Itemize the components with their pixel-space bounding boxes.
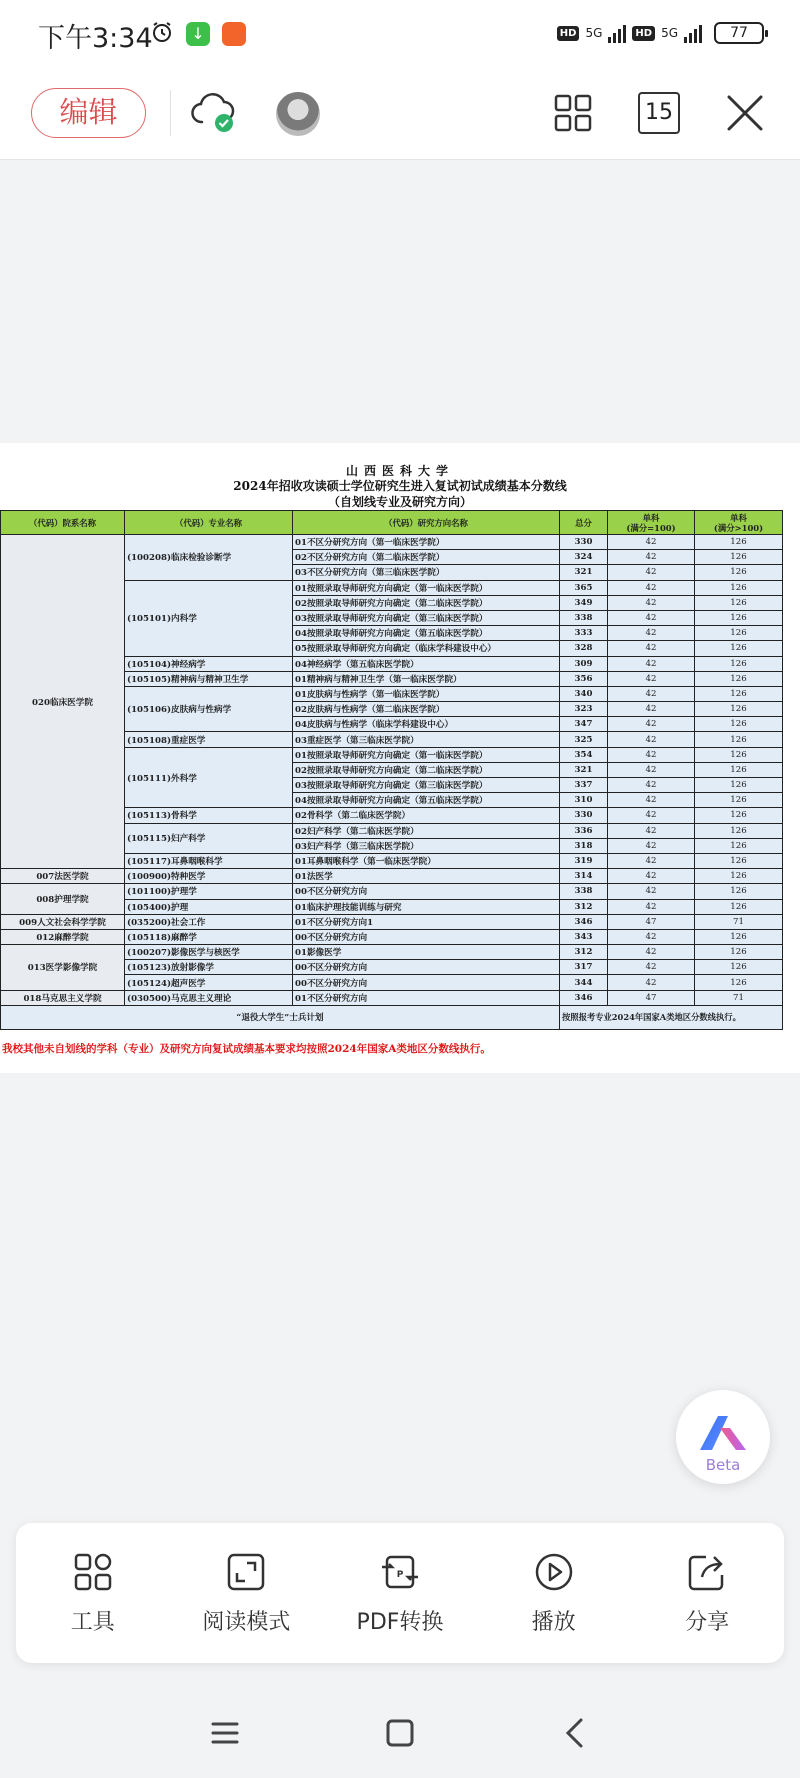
direction-cell: 00不区分研究方向 xyxy=(293,960,560,975)
total-cell: 338 xyxy=(560,884,608,899)
college-cell: 009人文社会科学学院 xyxy=(1,914,125,929)
share-button[interactable] xyxy=(632,1523,782,1663)
reading-mode-label: 阅读模式 xyxy=(202,1610,291,1635)
total-cell: 343 xyxy=(560,929,608,944)
single-cell: 42 xyxy=(608,595,695,610)
total-cell: 323 xyxy=(560,702,608,717)
direction-cell: 01耳鼻咽喉科学（第一临床医学院） xyxy=(293,853,560,868)
network-type: 5G xyxy=(585,26,603,40)
total-cell: 349 xyxy=(560,595,608,610)
single-cell: 126 xyxy=(695,580,783,595)
direction-cell: 01法医学 xyxy=(293,869,560,884)
direction-cell: 02皮肤病与性病学（第二临床医学院） xyxy=(293,702,560,717)
direction-cell: 03妇产科学（第三临床医学院） xyxy=(293,838,560,853)
total-cell: 338 xyxy=(560,610,608,625)
major-cell: (100207)影像医学与核医学 xyxy=(125,945,293,960)
single-cell: 42 xyxy=(608,869,695,884)
status-indicators xyxy=(557,18,764,48)
direction-cell: 01按照录取导师研究方向确定（第一临床医学院） xyxy=(293,580,560,595)
direction-cell: 01不区分研究方向 xyxy=(293,990,560,1005)
single-cell: 42 xyxy=(608,945,695,960)
single-cell: 42 xyxy=(608,778,695,793)
single-cell: 126 xyxy=(695,945,783,960)
total-cell: 312 xyxy=(560,945,608,960)
major-cell: (105123)放射影像学 xyxy=(125,960,293,975)
single-cell: 42 xyxy=(608,823,695,838)
expand-icon xyxy=(225,1551,267,1593)
major-cell: (105111)外科学 xyxy=(125,747,293,808)
header-direction: （代码）研究方向名称 xyxy=(293,511,560,535)
single-cell: 126 xyxy=(695,960,783,975)
direction-cell: 05按照录取导师研究方向确定（临床学科建设中心） xyxy=(293,641,560,656)
major-cell: (105400)护理 xyxy=(125,899,293,914)
header-single-over-100: 单科 (满分>100) xyxy=(695,511,783,535)
header-total: 总分 xyxy=(560,511,608,535)
direction-cell: 02妇产科学（第二临床医学院） xyxy=(293,823,560,838)
bottom-action-bar xyxy=(16,1523,784,1663)
single-cell: 42 xyxy=(608,535,695,550)
total-cell: 325 xyxy=(560,732,608,747)
total-cell: 330 xyxy=(560,535,608,550)
grid-view-icon[interactable] xyxy=(552,92,594,134)
single-cell: 71 xyxy=(695,990,783,1005)
direction-cell: 01影像医学 xyxy=(293,945,560,960)
college-cell: 007法医学院 xyxy=(1,869,125,884)
single-cell: 42 xyxy=(608,793,695,808)
total-cell: 324 xyxy=(560,550,608,565)
single-cell: 47 xyxy=(608,914,695,929)
pdf-convert-icon xyxy=(379,1551,421,1593)
single-cell: 42 xyxy=(608,732,695,747)
tools-button[interactable] xyxy=(18,1523,168,1663)
direction-cell: 04按照录取导师研究方向确定（第五临床医学院） xyxy=(293,626,560,641)
single-cell: 126 xyxy=(695,853,783,868)
direction-cell: 03按照录取导师研究方向确定（第三临床医学院） xyxy=(293,778,560,793)
single-cell: 126 xyxy=(695,686,783,701)
soldier-plan-cell: “退役大学生”士兵计划 xyxy=(1,1005,560,1029)
direction-cell: 02不区分研究方向（第二临床医学院） xyxy=(293,550,560,565)
single-cell: 42 xyxy=(608,853,695,868)
single-cell: 42 xyxy=(608,656,695,671)
direction-cell: 00不区分研究方向 xyxy=(293,975,560,990)
major-cell: (100900)特种医学 xyxy=(125,869,293,884)
total-cell: 310 xyxy=(560,793,608,808)
reading-mode-button[interactable] xyxy=(171,1523,321,1663)
score-table xyxy=(0,510,783,1030)
single-cell: 42 xyxy=(608,702,695,717)
single-cell: 126 xyxy=(695,747,783,762)
app-notification-icon xyxy=(222,22,246,46)
college-cell: 018马克思主义学院 xyxy=(1,990,125,1005)
ai-assistant-button[interactable] xyxy=(676,1390,770,1484)
footnote: 我校其他未自划线的学科（专业）及研究方向复试成绩基本要求均按照2024年国家A类地区分数线执行。 xyxy=(2,1043,491,1055)
total-cell: 321 xyxy=(560,762,608,777)
single-cell: 126 xyxy=(695,975,783,990)
avatar[interactable] xyxy=(276,92,320,136)
table-row xyxy=(1,884,783,899)
college-cell: 008护理学院 xyxy=(1,884,125,914)
total-cell: 340 xyxy=(560,686,608,701)
hd-icon: HD xyxy=(632,26,655,41)
total-cell: 333 xyxy=(560,626,608,641)
single-cell: 126 xyxy=(695,656,783,671)
major-cell: (105118)麻醉学 xyxy=(125,929,293,944)
direction-cell: 03不区分研究方向（第三临床医学院） xyxy=(293,565,560,580)
single-cell: 42 xyxy=(608,899,695,914)
table-header-row xyxy=(1,511,783,535)
major-cell: (035200)社会工作 xyxy=(125,914,293,929)
direction-cell: 01皮肤病与性病学（第一临床医学院） xyxy=(293,686,560,701)
college-cell: 012麻醉学院 xyxy=(1,929,125,944)
single-cell: 126 xyxy=(695,717,783,732)
direction-cell: 00不区分研究方向 xyxy=(293,884,560,899)
total-cell: 314 xyxy=(560,869,608,884)
direction-cell: 02按照录取导师研究方向确定（第二临床医学院） xyxy=(293,595,560,610)
ai-logo-icon xyxy=(696,1412,750,1452)
single-cell: 42 xyxy=(608,626,695,641)
direction-cell: 04皮肤病与性病学（临床学科建设中心） xyxy=(293,717,560,732)
table-row xyxy=(1,535,783,550)
table-row xyxy=(1,929,783,944)
hd-icon: HD xyxy=(557,26,580,41)
direction-cell: 04按照录取导师研究方向确定（第五临床医学院） xyxy=(293,793,560,808)
single-cell: 126 xyxy=(695,610,783,625)
close-icon[interactable] xyxy=(724,92,766,134)
total-cell: 318 xyxy=(560,838,608,853)
alarm-icon xyxy=(150,20,174,44)
total-cell: 356 xyxy=(560,671,608,686)
single-cell: 42 xyxy=(608,747,695,762)
table-row xyxy=(1,914,783,929)
total-cell: 330 xyxy=(560,808,608,823)
total-cell: 346 xyxy=(560,990,608,1005)
single-cell: 47 xyxy=(608,990,695,1005)
doc-title-university: 山西医科大学 xyxy=(345,464,454,478)
top-toolbar xyxy=(0,70,800,160)
share-icon xyxy=(686,1551,728,1593)
single-cell: 42 xyxy=(608,610,695,625)
single-cell: 126 xyxy=(695,762,783,777)
direction-cell: 03重症医学（第三临床医学院） xyxy=(293,732,560,747)
direction-cell: 01不区分研究方向1 xyxy=(293,914,560,929)
direction-cell: 01临床护理技能训练与研究 xyxy=(293,899,560,914)
single-cell: 42 xyxy=(608,960,695,975)
total-cell: 346 xyxy=(560,914,608,929)
single-cell: 126 xyxy=(695,929,783,944)
single-cell: 42 xyxy=(608,808,695,823)
single-cell: 42 xyxy=(608,717,695,732)
single-cell: 42 xyxy=(608,686,695,701)
single-cell: 42 xyxy=(608,641,695,656)
total-cell: 321 xyxy=(560,565,608,580)
direction-cell: 02按照录取导师研究方向确定（第二临床医学院） xyxy=(293,762,560,777)
direction-cell: 01不区分研究方向（第一临床医学院） xyxy=(293,535,560,550)
single-cell: 42 xyxy=(608,929,695,944)
total-cell: 317 xyxy=(560,960,608,975)
header-college: （代码）院系名称 xyxy=(1,511,125,535)
table-row xyxy=(1,945,783,960)
single-cell: 126 xyxy=(695,671,783,686)
pdf-convert-label: PDF转换 xyxy=(356,1610,444,1635)
single-cell: 126 xyxy=(695,702,783,717)
page-count: 15 xyxy=(645,100,673,125)
single-cell: 126 xyxy=(695,626,783,641)
major-cell: (105108)重症医学 xyxy=(125,732,293,747)
single-cell: 126 xyxy=(695,808,783,823)
home-icon[interactable] xyxy=(380,1713,420,1753)
doc-title-sub: （自划线专业及研究方向） xyxy=(327,495,472,509)
page-count-button[interactable] xyxy=(638,92,680,134)
single-cell: 42 xyxy=(608,884,695,899)
total-cell: 347 xyxy=(560,717,608,732)
beta-label: Beta xyxy=(705,1456,741,1474)
single-cell: 126 xyxy=(695,595,783,610)
single-cell: 42 xyxy=(608,580,695,595)
single-cell: 126 xyxy=(695,641,783,656)
single-cell: 126 xyxy=(695,838,783,853)
back-icon[interactable] xyxy=(555,1713,595,1753)
total-cell: 354 xyxy=(560,747,608,762)
header-single-100: 单科 (满分=100) xyxy=(608,511,695,535)
major-cell: (105115)妇产科学 xyxy=(125,823,293,853)
major-cell: (105104)神经病学 xyxy=(125,656,293,671)
network-type: 5G xyxy=(661,26,678,40)
single-cell: 42 xyxy=(608,565,695,580)
status-bar xyxy=(0,0,800,70)
svg-text:P: P xyxy=(396,1570,404,1580)
single-cell: 126 xyxy=(695,550,783,565)
table-row xyxy=(1,990,783,1005)
single-cell: 42 xyxy=(608,550,695,565)
total-cell: 328 xyxy=(560,641,608,656)
direction-cell: 04神经病学（第五临床医学院） xyxy=(293,656,560,671)
single-cell: 126 xyxy=(695,823,783,838)
direction-cell: 03按照录取导师研究方向确定（第三临床医学院） xyxy=(293,610,560,625)
single-cell: 42 xyxy=(608,975,695,990)
single-cell: 42 xyxy=(608,671,695,686)
single-cell: 126 xyxy=(695,778,783,793)
total-cell: 365 xyxy=(560,580,608,595)
single-cell: 126 xyxy=(695,535,783,550)
single-cell: 42 xyxy=(608,762,695,777)
major-cell: (101100)护理学 xyxy=(125,884,293,899)
major-cell: (100208)临床检验诊断学 xyxy=(125,535,293,581)
single-cell: 126 xyxy=(695,565,783,580)
header-major: （代码）专业名称 xyxy=(125,511,293,535)
battery-icon: 77 xyxy=(714,22,764,44)
toolbar-divider xyxy=(170,90,171,136)
major-cell: (105124)超声医学 xyxy=(125,975,293,990)
table-row xyxy=(1,869,783,884)
college-cell: 020临床医学院 xyxy=(1,535,125,869)
single-cell: 126 xyxy=(695,899,783,914)
major-cell: (105113)骨科学 xyxy=(125,808,293,823)
single-cell: 42 xyxy=(608,838,695,853)
single-cell: 71 xyxy=(695,914,783,929)
clock: 下午3:34 xyxy=(38,23,153,54)
edit-button[interactable]: 编辑 xyxy=(31,88,146,138)
total-cell: 336 xyxy=(560,823,608,838)
single-cell: 126 xyxy=(695,869,783,884)
college-cell: 013医学影像学院 xyxy=(1,945,125,991)
single-cell: 126 xyxy=(695,732,783,747)
single-cell: 126 xyxy=(695,793,783,808)
tools-label: 工具 xyxy=(70,1610,115,1635)
cloud-synced-icon[interactable] xyxy=(190,92,236,134)
system-nav-bar xyxy=(0,1688,800,1778)
direction-cell: 01按照录取导师研究方向确定（第一临床医学院） xyxy=(293,747,560,762)
single-cell: 126 xyxy=(695,884,783,899)
total-cell: 337 xyxy=(560,778,608,793)
table-row xyxy=(1,1005,783,1029)
major-cell: (105117)耳鼻咽喉科学 xyxy=(125,853,293,868)
direction-cell: 00不区分研究方向 xyxy=(293,929,560,944)
pdf-page xyxy=(0,443,800,1073)
direction-cell: 02骨科学（第二临床医学院） xyxy=(293,808,560,823)
share-label: 分享 xyxy=(685,1610,730,1635)
total-cell: 344 xyxy=(560,975,608,990)
major-cell: (030500)马克思主义理论 xyxy=(125,990,293,1005)
doc-title-main: 2024年招收攻读硕士学位研究生进入复试初试成绩基本分数线 xyxy=(233,479,567,493)
soldier-rule-cell: 按照报考专业2024年国家A类地区分数线执行。 xyxy=(560,1005,783,1029)
tools-icon xyxy=(72,1551,114,1593)
direction-cell: 01精神病与精神卫生学（第一临床医学院） xyxy=(293,671,560,686)
major-cell: (105106)皮肤病与性病学 xyxy=(125,686,293,732)
play-icon xyxy=(533,1551,575,1593)
download-app-icon: ↓ xyxy=(186,22,210,46)
menu-icon[interactable] xyxy=(205,1713,245,1753)
major-cell: (105101)内科学 xyxy=(125,580,293,656)
play-button[interactable] xyxy=(479,1523,629,1663)
pdf-convert-button[interactable] xyxy=(325,1523,475,1663)
total-cell: 309 xyxy=(560,656,608,671)
major-cell: (105105)精神病与精神卫生学 xyxy=(125,671,293,686)
signal-icon xyxy=(684,23,702,43)
total-cell: 319 xyxy=(560,853,608,868)
signal-icon xyxy=(608,23,626,43)
total-cell: 312 xyxy=(560,899,608,914)
play-label: 播放 xyxy=(531,1610,576,1635)
